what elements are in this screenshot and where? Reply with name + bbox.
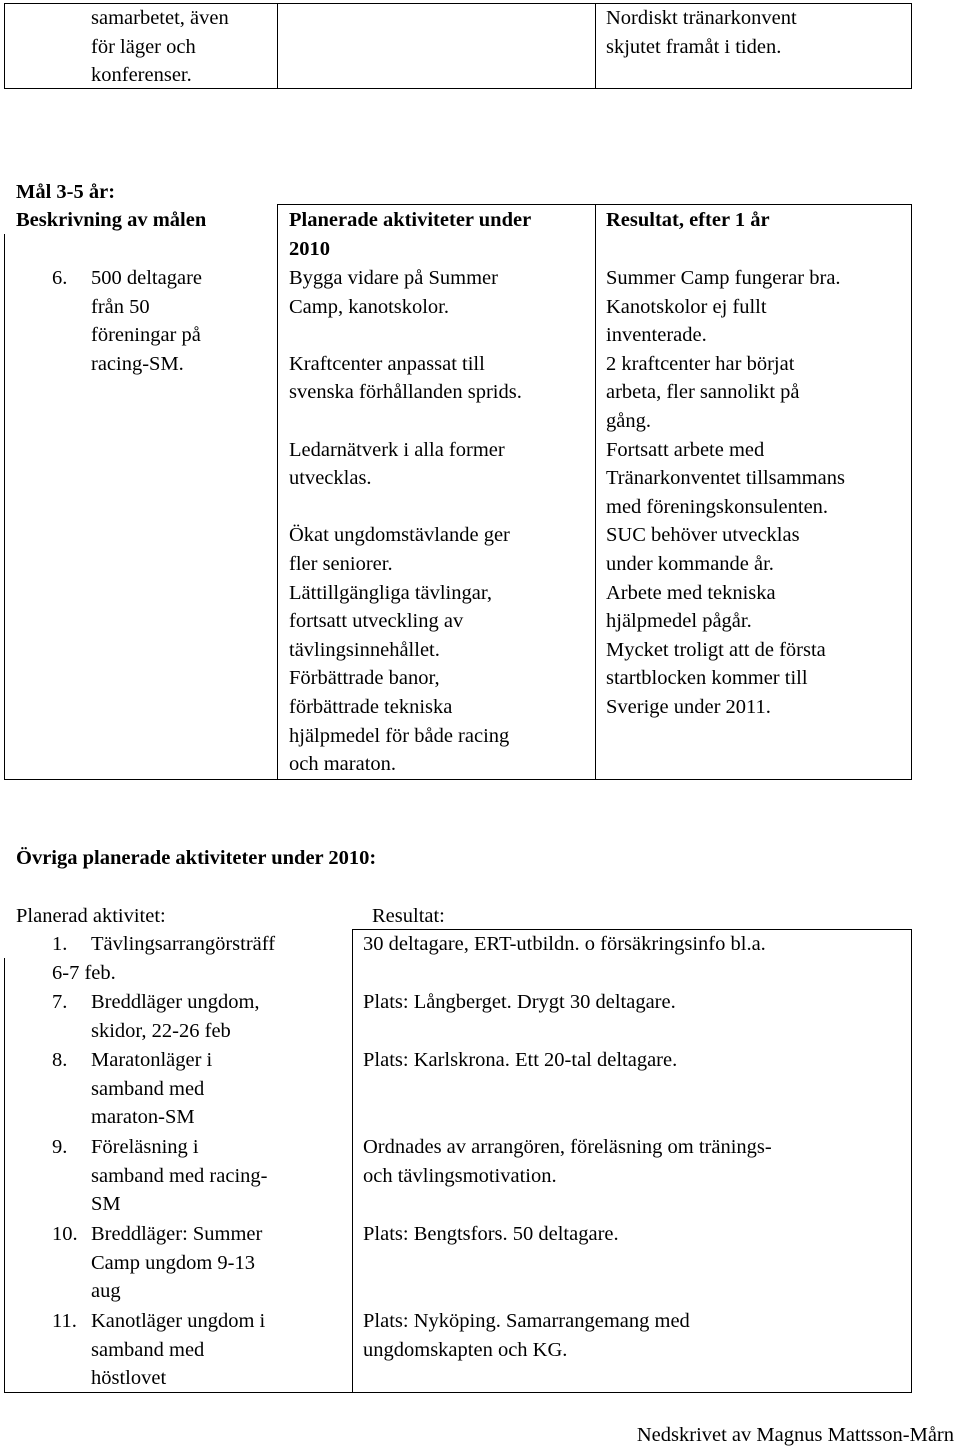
activity-result: Plats: Bengtsfors. 50 deltagare. (363, 1223, 619, 1245)
text-line: startblocken kommer till (606, 667, 808, 690)
text-line: hjälpmedel för både racing (289, 724, 510, 747)
goals-table-divider-1 (277, 204, 278, 780)
activity-number: 8. (52, 1049, 68, 1071)
goal-description (91, 264, 202, 378)
text-line: inventerade. (606, 324, 707, 347)
text-line: Camp, kanotskolor. (289, 295, 450, 318)
activity-name (91, 1220, 262, 1306)
activity-name-cont: 6-7 feb. (52, 961, 116, 984)
top-table-divider-1 (277, 3, 278, 89)
planned-activity (289, 264, 522, 321)
text-line: Maratonläger i (91, 1049, 213, 1071)
activity-result: Plats: Långberget. Drygt 30 deltagare. (363, 991, 676, 1013)
text-line: Mycket troligt att de första (606, 638, 826, 661)
activity-number: 1. (52, 933, 68, 955)
text-line: ungdomskapten och KG. (363, 1338, 568, 1361)
text-line: Föreläsning i (91, 1136, 199, 1158)
goals-table-border-right (911, 204, 912, 780)
planned-activity (289, 350, 522, 407)
activity-number: 9. (52, 1136, 68, 1158)
text-line: Arbete med tekniska (606, 581, 776, 604)
text-line: Plats: Nyköping. Samarrangemang med (363, 1310, 690, 1332)
activity-result (363, 1133, 772, 1190)
text-line: Sverige under 2011. (606, 695, 771, 718)
text-line: arbeta, fler sannolikt på (606, 381, 800, 404)
top-table-border-right (911, 3, 912, 89)
other-table-divider (352, 929, 353, 1393)
text-line: förbättrade tekniska (289, 695, 453, 718)
text-line: och tävlingsmotivation. (363, 1164, 557, 1187)
text-line: Camp ungdom 9-13 (91, 1251, 255, 1274)
text-line: föreningar på (91, 324, 201, 347)
text-line: samarbetet, även (91, 7, 229, 29)
goals-table-border-bottom (4, 779, 912, 780)
top-table-col1-text (91, 4, 229, 90)
other-table-border-right (911, 929, 912, 1393)
activity-number: 11. (52, 1310, 77, 1332)
text-line: 2010 (289, 237, 330, 260)
text-line: 500 deltagare (91, 267, 202, 289)
text-line: och maraton. (289, 753, 397, 776)
text-line: utvecklas. (289, 467, 372, 490)
text-line: Kanotskolor ej fullt (606, 295, 767, 318)
text-line: gång. (606, 409, 651, 432)
text-line: Breddläger: Summer (91, 1223, 263, 1245)
text-line: tävlingsinnehållet. (289, 638, 440, 661)
top-table-divider-2 (595, 3, 596, 89)
text-line: Tränarkonventet tillsammans (606, 467, 845, 490)
planned-activity (289, 521, 522, 578)
planned-activities (289, 264, 522, 779)
footer-author: Nedskrivet av Magnus Mattsson-Mårn (636, 1424, 954, 1446)
text-line: Summer Camp fungerar bra. (606, 267, 841, 289)
activity-name (91, 1307, 265, 1393)
text-line: Kanotläger ungdom i (91, 1310, 266, 1332)
text-line: SM (91, 1193, 121, 1216)
activity-number: 7. (52, 991, 68, 1013)
text-line: Planerade aktiviteter under (289, 209, 532, 231)
text-line: skjutet framåt i tiden. (606, 35, 782, 58)
goals-table-divider-2 (595, 204, 596, 780)
col-header-description: Beskrivning av målen (16, 209, 207, 231)
planned-activity (289, 436, 522, 493)
text-line: samband med (91, 1338, 205, 1361)
other-table-border-left (4, 958, 5, 1393)
col-header-result: Resultat, efter 1 år (606, 209, 770, 231)
activity-name (91, 1046, 212, 1132)
top-table-col3-text (606, 4, 797, 61)
text-line: samband med (91, 1077, 205, 1100)
goal-number: 6. (52, 267, 68, 289)
text-line: under kommande år. (606, 552, 774, 575)
activity-result: 30 deltagare, ERT-utbildn. o försäkringsinfo bl.a. (363, 933, 766, 955)
text-line: samband med racing- (91, 1164, 268, 1187)
text-line: maraton-SM (91, 1106, 195, 1129)
text-line: med föreningskonsulenten. (606, 495, 829, 518)
text-line: 2 kraftcenter har börjat (606, 352, 795, 375)
text-line: svenska förhållanden sprids. (289, 381, 522, 404)
activity-name: Tävlingsarrangörsträff (91, 933, 276, 955)
text-line: Ledarnätverk i alla former (289, 438, 505, 461)
text-line: Nordiskt tränarkonvent (606, 7, 797, 29)
text-line: Bygga vidare på Summer (289, 267, 498, 289)
planned-activity (289, 664, 522, 778)
text-line: konferenser. (91, 64, 192, 87)
goals-heading: Mål 3-5 år: (16, 181, 116, 203)
text-line: höstlovet (91, 1367, 167, 1390)
activity-result (363, 1307, 690, 1364)
activity-result: Plats: Karlskrona. Ett 20-tal deltagare. (363, 1049, 678, 1071)
text-line: för läger och (91, 35, 196, 58)
other-col-result-header: Resultat: (372, 905, 445, 927)
activity-name (91, 1133, 267, 1219)
text-line: SUC behöver utvecklas (606, 524, 800, 547)
other-heading: Övriga planerade aktiviteter under 2010: (16, 847, 377, 869)
text-line: från 50 (91, 295, 150, 318)
text-line: hjälpmedel pågår. (606, 610, 752, 633)
text-line: aug (91, 1280, 121, 1303)
text-line: Förbättrade banor, (289, 667, 440, 690)
other-col-planned-header: Planerad aktivitet: (16, 905, 166, 927)
text-line: Kraftcenter anpassat till (289, 352, 485, 375)
activity-number: 10. (52, 1223, 78, 1245)
activity-name (91, 988, 260, 1045)
text-line: Breddläger ungdom, (91, 991, 260, 1013)
goal-results (606, 264, 845, 722)
text-line: fortsatt utveckling av (289, 610, 464, 633)
text-line: Lättillgängliga tävlingar, (289, 581, 492, 604)
goals-table-border-left (4, 234, 5, 780)
planned-activity (289, 579, 522, 665)
text-line: fler seniorer. (289, 552, 393, 575)
text-line: Fortsatt arbete med (606, 438, 765, 461)
text-line: skidor, 22-26 feb (91, 1019, 231, 1042)
text-line: Ökat ungdomstävlande ger (289, 524, 510, 547)
top-table-border-left (4, 3, 5, 89)
col-header-planned (289, 206, 531, 263)
text-line: Ordnades av arrangören, föreläsning om tränings- (363, 1136, 772, 1158)
text-line: racing-SM. (91, 352, 184, 375)
